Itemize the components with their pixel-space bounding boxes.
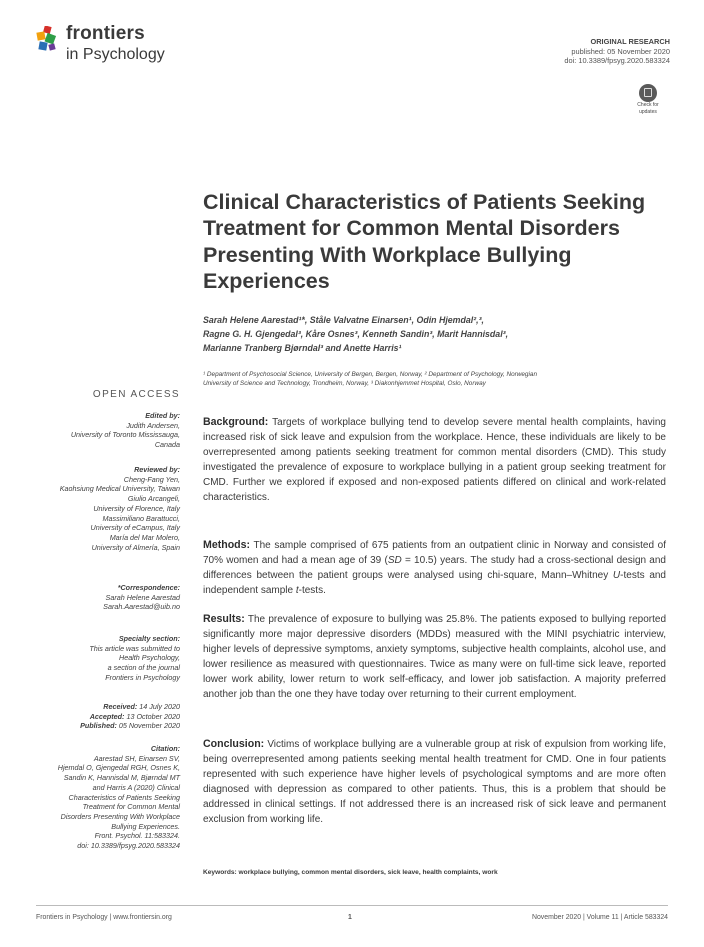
sidebar-line: Sarah Helene Aarestad [105, 592, 180, 602]
badge-line1: Check for [637, 102, 659, 108]
correspondence-email[interactable]: Sarah.Aarestad@uib.no [103, 602, 180, 612]
section-text: Targets of workplace bullying tend to develop severe mental health complaints, having increased risk of sick leave and expulsion from the workplace. Hence, these individuals are likely to be overrepresented among patients seeking treatment for common mental disorders (CMD). This study investigated the prevalence of exposure to workplace bullying in a patient group seeking treatment for CMD. Further we explored if exposed and non-exposed patients differed on clinical and work-related characteristics. [203, 417, 666, 504]
author-line: Sarah Helene Aarestad¹*, Ståle Valvatne Einarsen¹, Odin Hjemdal²,³, [203, 315, 484, 325]
sidebar-line: a section of the journal [107, 663, 180, 673]
author-line: Ragne G. H. Gjengedal³, Kåre Osnes³, Kenneth Sandin³, Marit Hannisdal³, [203, 328, 509, 339]
sidebar-line: Frontiers in Psychology [105, 672, 180, 682]
sidebar-line: University of Florence, Italy [93, 503, 180, 513]
sidebar-line: This article was submitted to [89, 643, 180, 653]
abstract-methods: Methods: The sample comprised of 675 patients from an outpatient clinic in Norway and consisted of 70% women and had a mean age of 39 (SD = 10.5) years. The study had a cross-sectional design and differences between the patient groups were analysed using chi-square, Mann–Whitney U-tests and independent sample t-tests. [203, 539, 666, 597]
sidebar-line: Judith Andersen, [126, 420, 180, 430]
sidebar-line: Bullying Experiences. [111, 821, 180, 831]
received-date: Received: 14 July 2020 [103, 702, 180, 711]
article-title: Clinical Characteristics of Patients Seeking Treatment for Common Mental Disorders Presenting With Workplace Bullying Experiences [203, 190, 646, 293]
abstract-conclusion [203, 737, 666, 828]
sidebar-line: University of Almería, Spain [91, 542, 180, 552]
published-date: published: 05 November 2020 [571, 46, 670, 56]
sidebar-line: University of Toronto Mississauga, [70, 430, 180, 440]
abstract-results [203, 612, 666, 703]
author-list [203, 314, 663, 355]
footer-divider [36, 905, 668, 906]
reviewed-by-section [10, 465, 180, 552]
section-text: The prevalence of exposure to bullying was 25.8%. The patients exposed to bullying reported significantly more major depressive disorders (MDDs) measured with the MINI psychiatric interview, higher levels of depressive symptoms, anxiety symptoms, subjective health complaints, alcohol use, and lower resilience as measured with questionnaires. Twice as many were on full-time sick leave, reported lower work ability, lower return to work self-efficacy, and lower job satisfaction. A majority preferred another job than the one they have today over returning to their current employment. [203, 614, 667, 701]
open-access-label: OPEN ACCESS [92, 389, 180, 400]
sidebar-line: Treatment for Common Mental [82, 802, 180, 812]
edited-by-label: Edited by: [145, 411, 180, 420]
keywords: Keywords: workplace bullying, common mental disorders, sick leave, health complaints, work [203, 869, 498, 876]
article-header [564, 37, 670, 66]
footer-journal-link[interactable]: Frontiers in Psychology | www.frontiersin.org [36, 914, 172, 921]
article-doi[interactable]: doi: 10.3389/fpsyg.2020.583324 [564, 56, 670, 65]
sidebar-line: Hjemdal O, Gjengedal RGH, Osnes K, [57, 763, 180, 773]
sidebar-line: Canada [154, 440, 180, 450]
sidebar-line: and Harris A (2020) Clinical [92, 782, 180, 792]
sidebar-line: Health Psychology, [119, 653, 180, 663]
citation-section [10, 744, 180, 851]
check-updates-icon [639, 84, 657, 102]
sidebar-line: María del Mar Molero, [109, 532, 180, 542]
sidebar-line: Sandin K, Hannisdal M, Bjørndal MT [63, 773, 180, 783]
affiliations [203, 370, 663, 388]
logo-brand: frontiers [66, 23, 145, 44]
abstract-background [203, 415, 666, 506]
section-label: Methods: [203, 539, 251, 551]
edited-by-section [10, 411, 180, 450]
sidebar-line: University of eCampus, Italy [90, 523, 180, 533]
check-for-updates-badge[interactable] [632, 84, 664, 118]
article-type: ORIGINAL RESEARCH [590, 37, 670, 46]
section-text: Victims of workplace bullying are a vulnerable group at risk of expulsion from working life, being overrepresented among patients seeking mental health treatment for CMD. One in four patients represented with such experience have higher levels of psychological symptoms and are more often diagnosed with depression as compared to other patients. Thus, this is a problem that should be addressed in clinical settings. If not addressed there is an increased risk of sick leave and permanent exclusion from working life. [203, 739, 666, 826]
reviewed-by-label: Reviewed by: [134, 465, 180, 474]
section-label: Conclusion: [203, 738, 265, 750]
specialty-label: Specialty section: [118, 634, 180, 643]
logo-journal: in Psychology [66, 46, 165, 63]
correspondence-section [10, 583, 180, 612]
footer-volume-info: November 2020 | Volume 11 | Article 583324 [532, 914, 668, 921]
sidebar-line: Front. Psychol. 11:583324. [94, 831, 180, 841]
section-label: Results: [203, 613, 245, 625]
section-label: Background: [203, 416, 269, 428]
published-sidebar-date: Published: 05 November 2020 [80, 721, 180, 731]
specialty-section [10, 634, 180, 683]
sidebar-line: Kaohsiung Medical University, Taiwan [59, 484, 180, 494]
sidebar-line: Aarestad SH, Einarsen SV, [93, 753, 180, 763]
frontiers-logo-icon [36, 26, 62, 52]
author-line: Marianne Tranberg Bjørndal³ and Anette Harris¹ [203, 342, 402, 353]
page-number: 1 [348, 914, 352, 921]
sidebar-line: Massimiliano Barattucci, [102, 513, 180, 523]
correspondence-label: *Correspondence: [117, 583, 180, 592]
accepted-date: Accepted: 13 October 2020 [89, 711, 180, 721]
affiliation-line: University of Science and Technology, Trondheim, Norway, ³ Diakonhjemmet Hospital, Oslo, Norway [203, 380, 486, 387]
citation-doi[interactable]: doi: 10.3389/fpsyg.2020.583324 [77, 841, 180, 851]
citation-label: Citation: [150, 744, 180, 753]
sidebar-line: Cheng-Fang Yen, [123, 474, 180, 484]
badge-line2: updates [639, 108, 657, 115]
affiliation-line: ¹ Department of Psychosocial Science, University of Bergen, Bergen, Norway, ² Department of Psychology, Norwegian [203, 371, 537, 378]
sidebar-line: Disorders Presenting With Workplace [60, 811, 180, 821]
sidebar-line: Characteristics of Patients Seeking [68, 792, 180, 802]
dates-section [10, 702, 180, 731]
sidebar-line: Giulio Arcangeli, [127, 494, 180, 504]
